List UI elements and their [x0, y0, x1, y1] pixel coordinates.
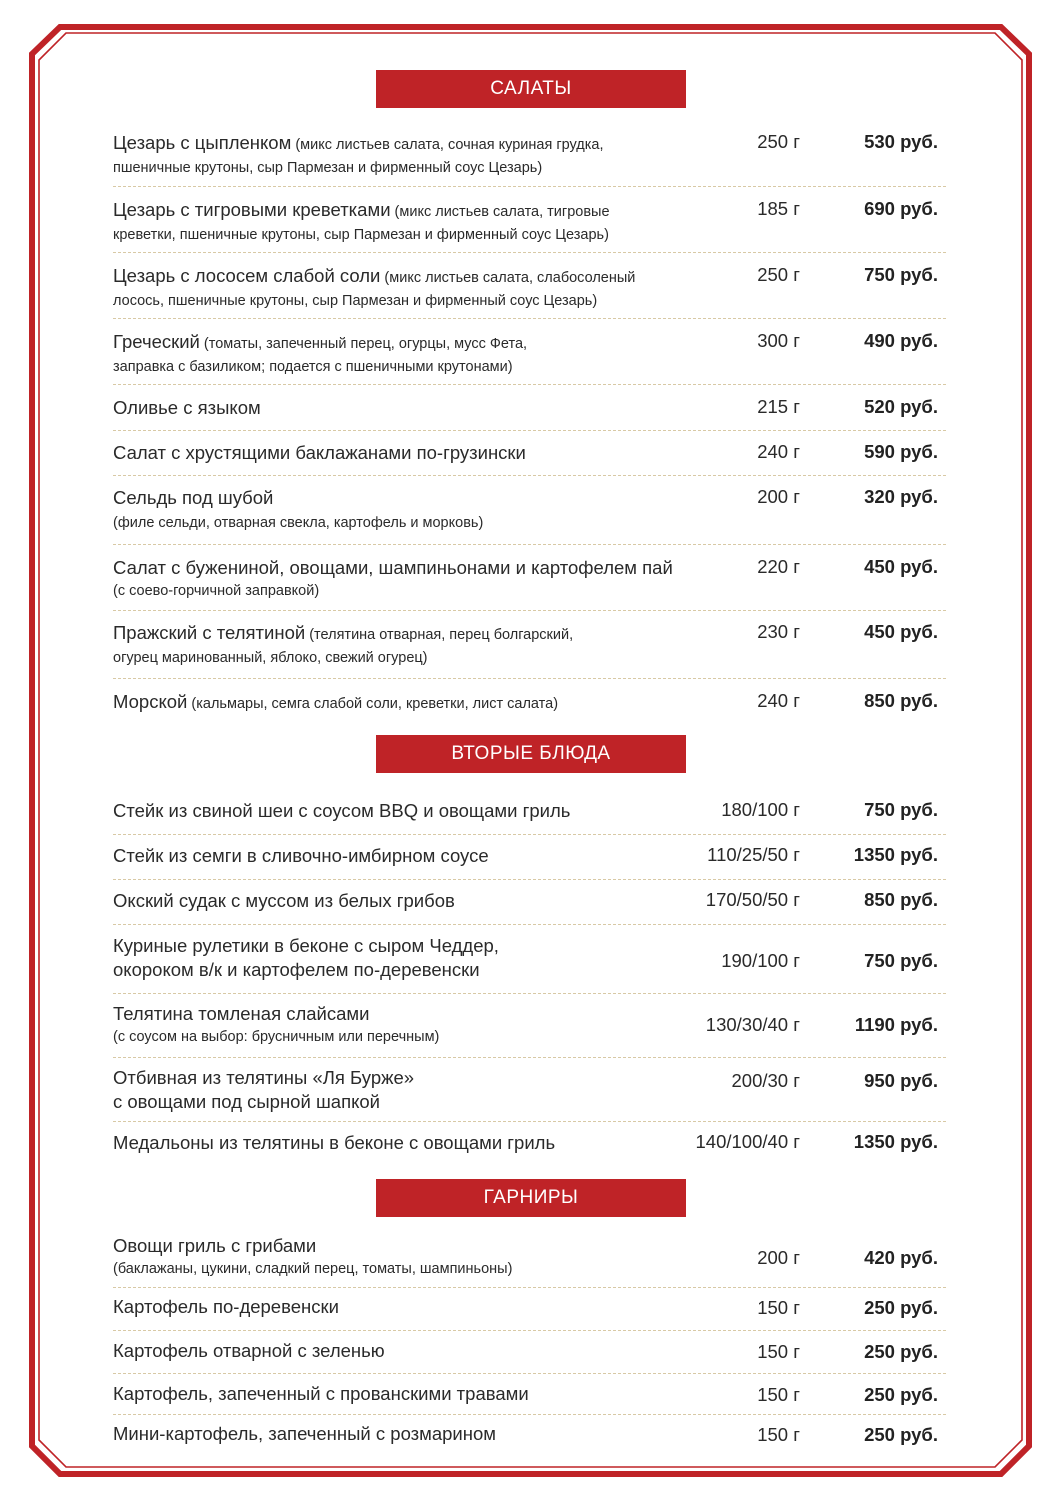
dashed-separator	[113, 610, 946, 611]
menu-item	[113, 441, 946, 465]
item-price: 950 руб.	[864, 1070, 938, 1091]
item-name: Цезарь с лососем слабой соли	[113, 265, 381, 286]
item-name: Цезарь с тигровыми креветками	[113, 199, 391, 220]
item-name: Картофель по-деревенски	[113, 1296, 339, 1317]
menu-item	[113, 1339, 946, 1363]
menu-item	[113, 844, 946, 868]
item-price: 420 руб.	[864, 1247, 938, 1268]
item-weight: 110/25/50 г	[707, 844, 800, 865]
item-description: (с соево-горчичной заправкой)	[113, 583, 320, 599]
item-weight: 170/50/50 г	[705, 889, 800, 910]
dashed-separator	[113, 430, 946, 431]
item-price: 520 руб.	[864, 396, 938, 417]
dashed-separator	[113, 924, 946, 925]
item-description: (микс листьев салата, сочная куриная грудка,	[291, 137, 604, 153]
item-name: Стейк из семги в сливочно-имбирном соусе	[113, 845, 489, 866]
item-weight: 150 г	[757, 1297, 800, 1318]
item-weight: 150 г	[757, 1424, 800, 1445]
item-name-line2: окороком в/к и картофелем по-деревенски	[113, 959, 480, 980]
item-price: 1190 руб.	[854, 1014, 938, 1035]
menu-item	[113, 1131, 946, 1155]
menu-item	[113, 486, 946, 534]
item-price: 850 руб.	[864, 690, 938, 711]
item-weight: 230 г	[757, 621, 800, 642]
dashed-separator	[113, 1414, 946, 1415]
item-name: Телятина томленая слайсами	[113, 1003, 370, 1024]
item-price: 690 руб.	[864, 198, 938, 219]
item-weight: 190/100 г	[721, 950, 800, 971]
item-price: 320 руб.	[864, 486, 938, 507]
item-weight: 220 г	[757, 556, 800, 577]
dashed-separator	[113, 1330, 946, 1331]
item-price: 530 руб.	[864, 131, 938, 152]
item-weight: 250 г	[757, 131, 800, 152]
item-weight: 180/100 г	[721, 799, 800, 820]
item-weight: 215 г	[757, 396, 800, 417]
item-name: Отбивная из телятины «Ля Бурже»	[113, 1067, 415, 1088]
menu-item	[113, 198, 946, 246]
item-name: Мини-картофель, запеченный с розмарином	[113, 1423, 496, 1444]
menu-item	[113, 1066, 946, 1114]
item-weight: 200 г	[757, 1247, 800, 1268]
item-name: Окский судак с муссом из белых грибов	[113, 890, 455, 911]
item-description: (микс листьев салата, тигровые	[390, 204, 610, 220]
menu-item	[113, 621, 946, 669]
section-header-salads	[376, 70, 686, 108]
item-weight: 240 г	[757, 690, 800, 711]
dashed-separator	[113, 678, 946, 679]
dashed-separator	[113, 1287, 946, 1288]
item-weight: 240 г	[757, 441, 800, 462]
item-price: 450 руб.	[864, 556, 938, 577]
item-name: Салат с бужениной, овощами, шампиньонами и картофелем пай	[113, 557, 673, 578]
section-title: ГАРНИРЫ	[483, 1187, 579, 1208]
item-description: (кальмары, семга слабой соли, креветки, лист салата)	[187, 696, 559, 712]
menu-item	[113, 1295, 946, 1319]
menu-item	[113, 934, 946, 982]
menu-item	[113, 330, 946, 378]
item-price: 750 руб.	[864, 264, 938, 285]
item-name: Картофель, запеченный с прованскими травами	[113, 1383, 529, 1404]
item-name: Салат с хрустящими баклажанами по-грузински	[113, 442, 526, 463]
item-description: лосось, пшеничные крутоны, сыр Пармезан и фирменный соус Цезарь)	[113, 293, 598, 309]
item-name: Греческий	[113, 331, 200, 352]
item-price: 1350 руб.	[853, 844, 938, 865]
item-description: пшеничные крутоны, сыр Пармезан и фирменный соус Цезарь)	[113, 160, 543, 176]
item-weight: 185 г	[757, 198, 800, 219]
item-name: Медальоны из телятины в беконе с овощами гриль	[113, 1132, 556, 1153]
item-price: 450 руб.	[864, 621, 938, 642]
item-description: (с соусом на выбор: брусничным или перечным)	[113, 1029, 440, 1045]
dashed-separator	[113, 1057, 946, 1058]
item-weight: 300 г	[757, 330, 800, 351]
item-name: Овощи гриль с грибами	[113, 1235, 317, 1256]
menu-item	[113, 396, 946, 420]
dashed-separator	[113, 1121, 946, 1122]
dashed-separator	[113, 993, 946, 994]
item-name: Морской	[113, 691, 188, 712]
dashed-separator	[113, 252, 946, 253]
menu-item	[113, 690, 946, 716]
section-header-sides	[376, 1179, 686, 1217]
item-name: Пражский с телятиной	[113, 622, 306, 643]
item-price: 250 руб.	[864, 1297, 938, 1318]
item-weight: 130/30/40 г	[705, 1014, 800, 1035]
item-weight: 200/30 г	[731, 1070, 800, 1091]
dashed-separator	[113, 186, 946, 187]
menu-item	[113, 1002, 946, 1048]
dashed-separator	[113, 879, 946, 880]
menu-item	[113, 131, 946, 179]
dashed-separator	[113, 834, 946, 835]
item-description: заправка с базиликом; подается с пшеничными крутонами)	[113, 359, 513, 375]
item-price: 250 руб.	[864, 1384, 938, 1405]
item-description: (томаты, запеченный перец, огурцы, мусс Фета,	[199, 336, 528, 352]
item-price: 490 руб.	[864, 330, 938, 351]
item-price: 750 руб.	[864, 950, 938, 971]
item-price: 590 руб.	[864, 441, 938, 462]
item-description: (телятина отварная, перец болгарский,	[305, 627, 574, 643]
item-weight: 200 г	[757, 486, 800, 507]
section-header-main-courses	[376, 735, 686, 773]
item-weight: 150 г	[757, 1384, 800, 1405]
dashed-separator	[113, 475, 946, 476]
menu-item	[113, 799, 946, 823]
item-price: 250 руб.	[864, 1424, 938, 1445]
item-name: Оливье с языком	[113, 397, 261, 418]
menu-item	[113, 556, 946, 602]
section-title: ВТОРЫЕ БЛЮДА	[451, 743, 611, 764]
dashed-separator	[113, 544, 946, 545]
menu-item	[113, 1234, 946, 1280]
item-price: 750 руб.	[864, 799, 938, 820]
item-description: (баклажаны, цукини, сладкий перец, томаты, шампиньоны)	[113, 1261, 513, 1277]
item-description: (филе сельди, отварная свекла, картофель и морковь)	[113, 515, 484, 531]
dashed-separator	[113, 1373, 946, 1374]
item-price: 250 руб.	[864, 1341, 938, 1362]
menu-item	[113, 1422, 946, 1446]
item-name: Стейк из свиной шеи с соусом BBQ и овощами гриль	[113, 800, 571, 821]
menu-item	[113, 1382, 946, 1406]
item-description: креветки, пшеничные крутоны, сыр Пармезан и фирменный соус Цезарь)	[113, 227, 609, 243]
item-price: 1350 руб.	[853, 1131, 938, 1152]
item-name: Цезарь с цыпленком	[113, 132, 292, 153]
item-description: огурец маринованный, яблоко, свежий огурец)	[113, 650, 428, 666]
item-price: 850 руб.	[864, 889, 938, 910]
item-weight: 150 г	[757, 1341, 800, 1362]
section-title: САЛАТЫ	[490, 78, 572, 99]
item-name-line2: с овощами под сырной шапкой	[113, 1091, 381, 1112]
item-name: Сельдь под шубой	[113, 487, 274, 508]
dashed-separator	[113, 384, 946, 385]
dashed-separator	[113, 318, 946, 319]
menu-item	[113, 264, 946, 312]
item-name: Куриные рулетики в беконе с сыром Чеддер,	[113, 935, 499, 956]
item-description: (микс листьев салата, слабосоленый	[380, 270, 636, 286]
item-name: Картофель отварной с зеленью	[113, 1340, 385, 1361]
menu-item	[113, 889, 946, 913]
item-weight: 140/100/40 г	[695, 1131, 800, 1152]
item-weight: 250 г	[757, 264, 800, 285]
